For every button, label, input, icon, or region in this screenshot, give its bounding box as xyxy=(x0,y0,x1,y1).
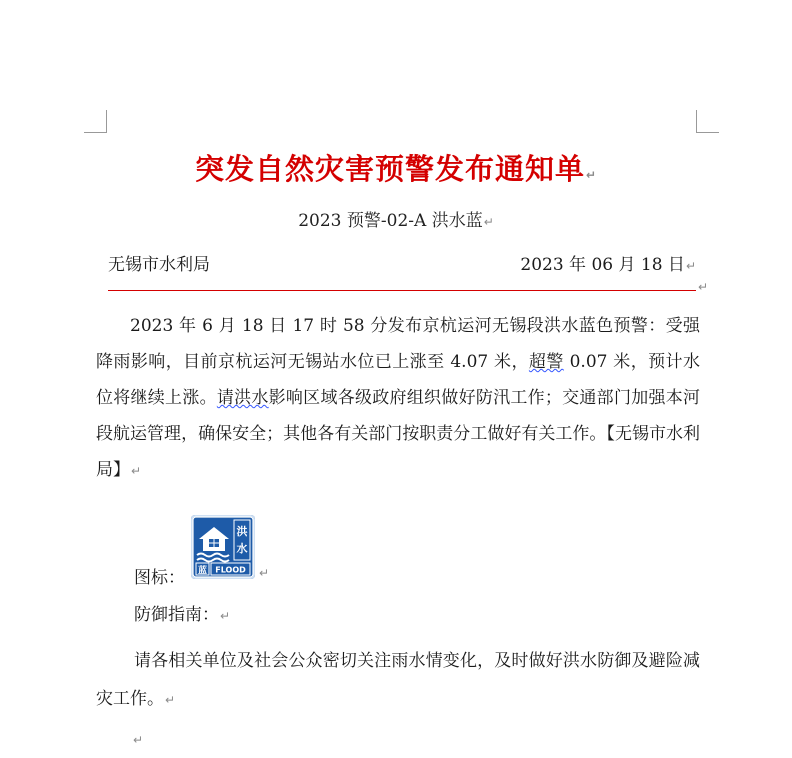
page-corner-top-left xyxy=(84,110,107,133)
body-part-b: 超警 xyxy=(528,352,564,372)
paragraph-mark: ↵ xyxy=(698,280,709,294)
document-subtitle xyxy=(0,206,792,231)
page-corner-top-right xyxy=(696,110,719,133)
icon-color-word: 蓝 xyxy=(197,566,208,576)
body-part-a: 2023 年 6 月 18 日 17 时 58 分发布京杭运河无锡段洪水蓝色预警：受强降雨影响，目前京杭运河无锡站水位已上涨至 4.07 米， xyxy=(96,316,700,372)
defense-advice xyxy=(96,642,700,719)
body-part-e: 影响区域各级政府组织做好防汛工作；交通部门加强本河段航运管理，确保安全；其他各有关部门按职责分工做好有关工作。【无锡市水利局】 xyxy=(96,388,701,480)
paragraph-mark: ↵ xyxy=(165,693,176,707)
paragraph-mark: ↵ xyxy=(259,566,270,580)
issue-date xyxy=(520,250,696,275)
paragraph-mark: ↵ xyxy=(483,215,494,229)
paragraph-mark: ↵ xyxy=(585,168,598,182)
flood-warning-icon xyxy=(191,515,255,579)
document-title xyxy=(0,147,792,188)
notice-paragraph xyxy=(96,308,700,489)
defense-guide-text: 防御指南： xyxy=(134,605,219,625)
advice-text: 请各相关单位及社会公众密切关注雨水情变化，及时做好洪水防御及避险减灾工作。 xyxy=(96,651,700,709)
subtitle-text: 2023 预警-02-A 洪水蓝 xyxy=(298,211,483,231)
defense-guide-label xyxy=(134,600,230,625)
icon-char-top: 洪 xyxy=(236,525,248,538)
paragraph-mark: ↵ xyxy=(131,464,142,478)
red-divider xyxy=(108,290,696,291)
notice-body xyxy=(96,308,700,489)
title-text: 突发自然灾害预警发布通知单 xyxy=(194,152,585,186)
paragraph-mark: ↵ xyxy=(685,259,696,273)
icon-english-label: FLOOD xyxy=(215,565,246,575)
icon-char-mid: 水 xyxy=(236,542,248,555)
body-part-d: 请洪水 xyxy=(216,388,269,408)
issue-date-text: 2023 年 06 月 18 日 xyxy=(520,255,685,275)
paragraph-mark: ↵ xyxy=(220,609,231,623)
advice-paragraph xyxy=(96,642,700,719)
paragraph-mark: ↵ xyxy=(133,733,144,747)
icon-label: 图标： xyxy=(134,568,185,588)
body-part-c: 0.07 米，预计水位将继续上涨。 xyxy=(96,352,700,408)
issuer: 无锡市水利局 xyxy=(108,255,210,275)
